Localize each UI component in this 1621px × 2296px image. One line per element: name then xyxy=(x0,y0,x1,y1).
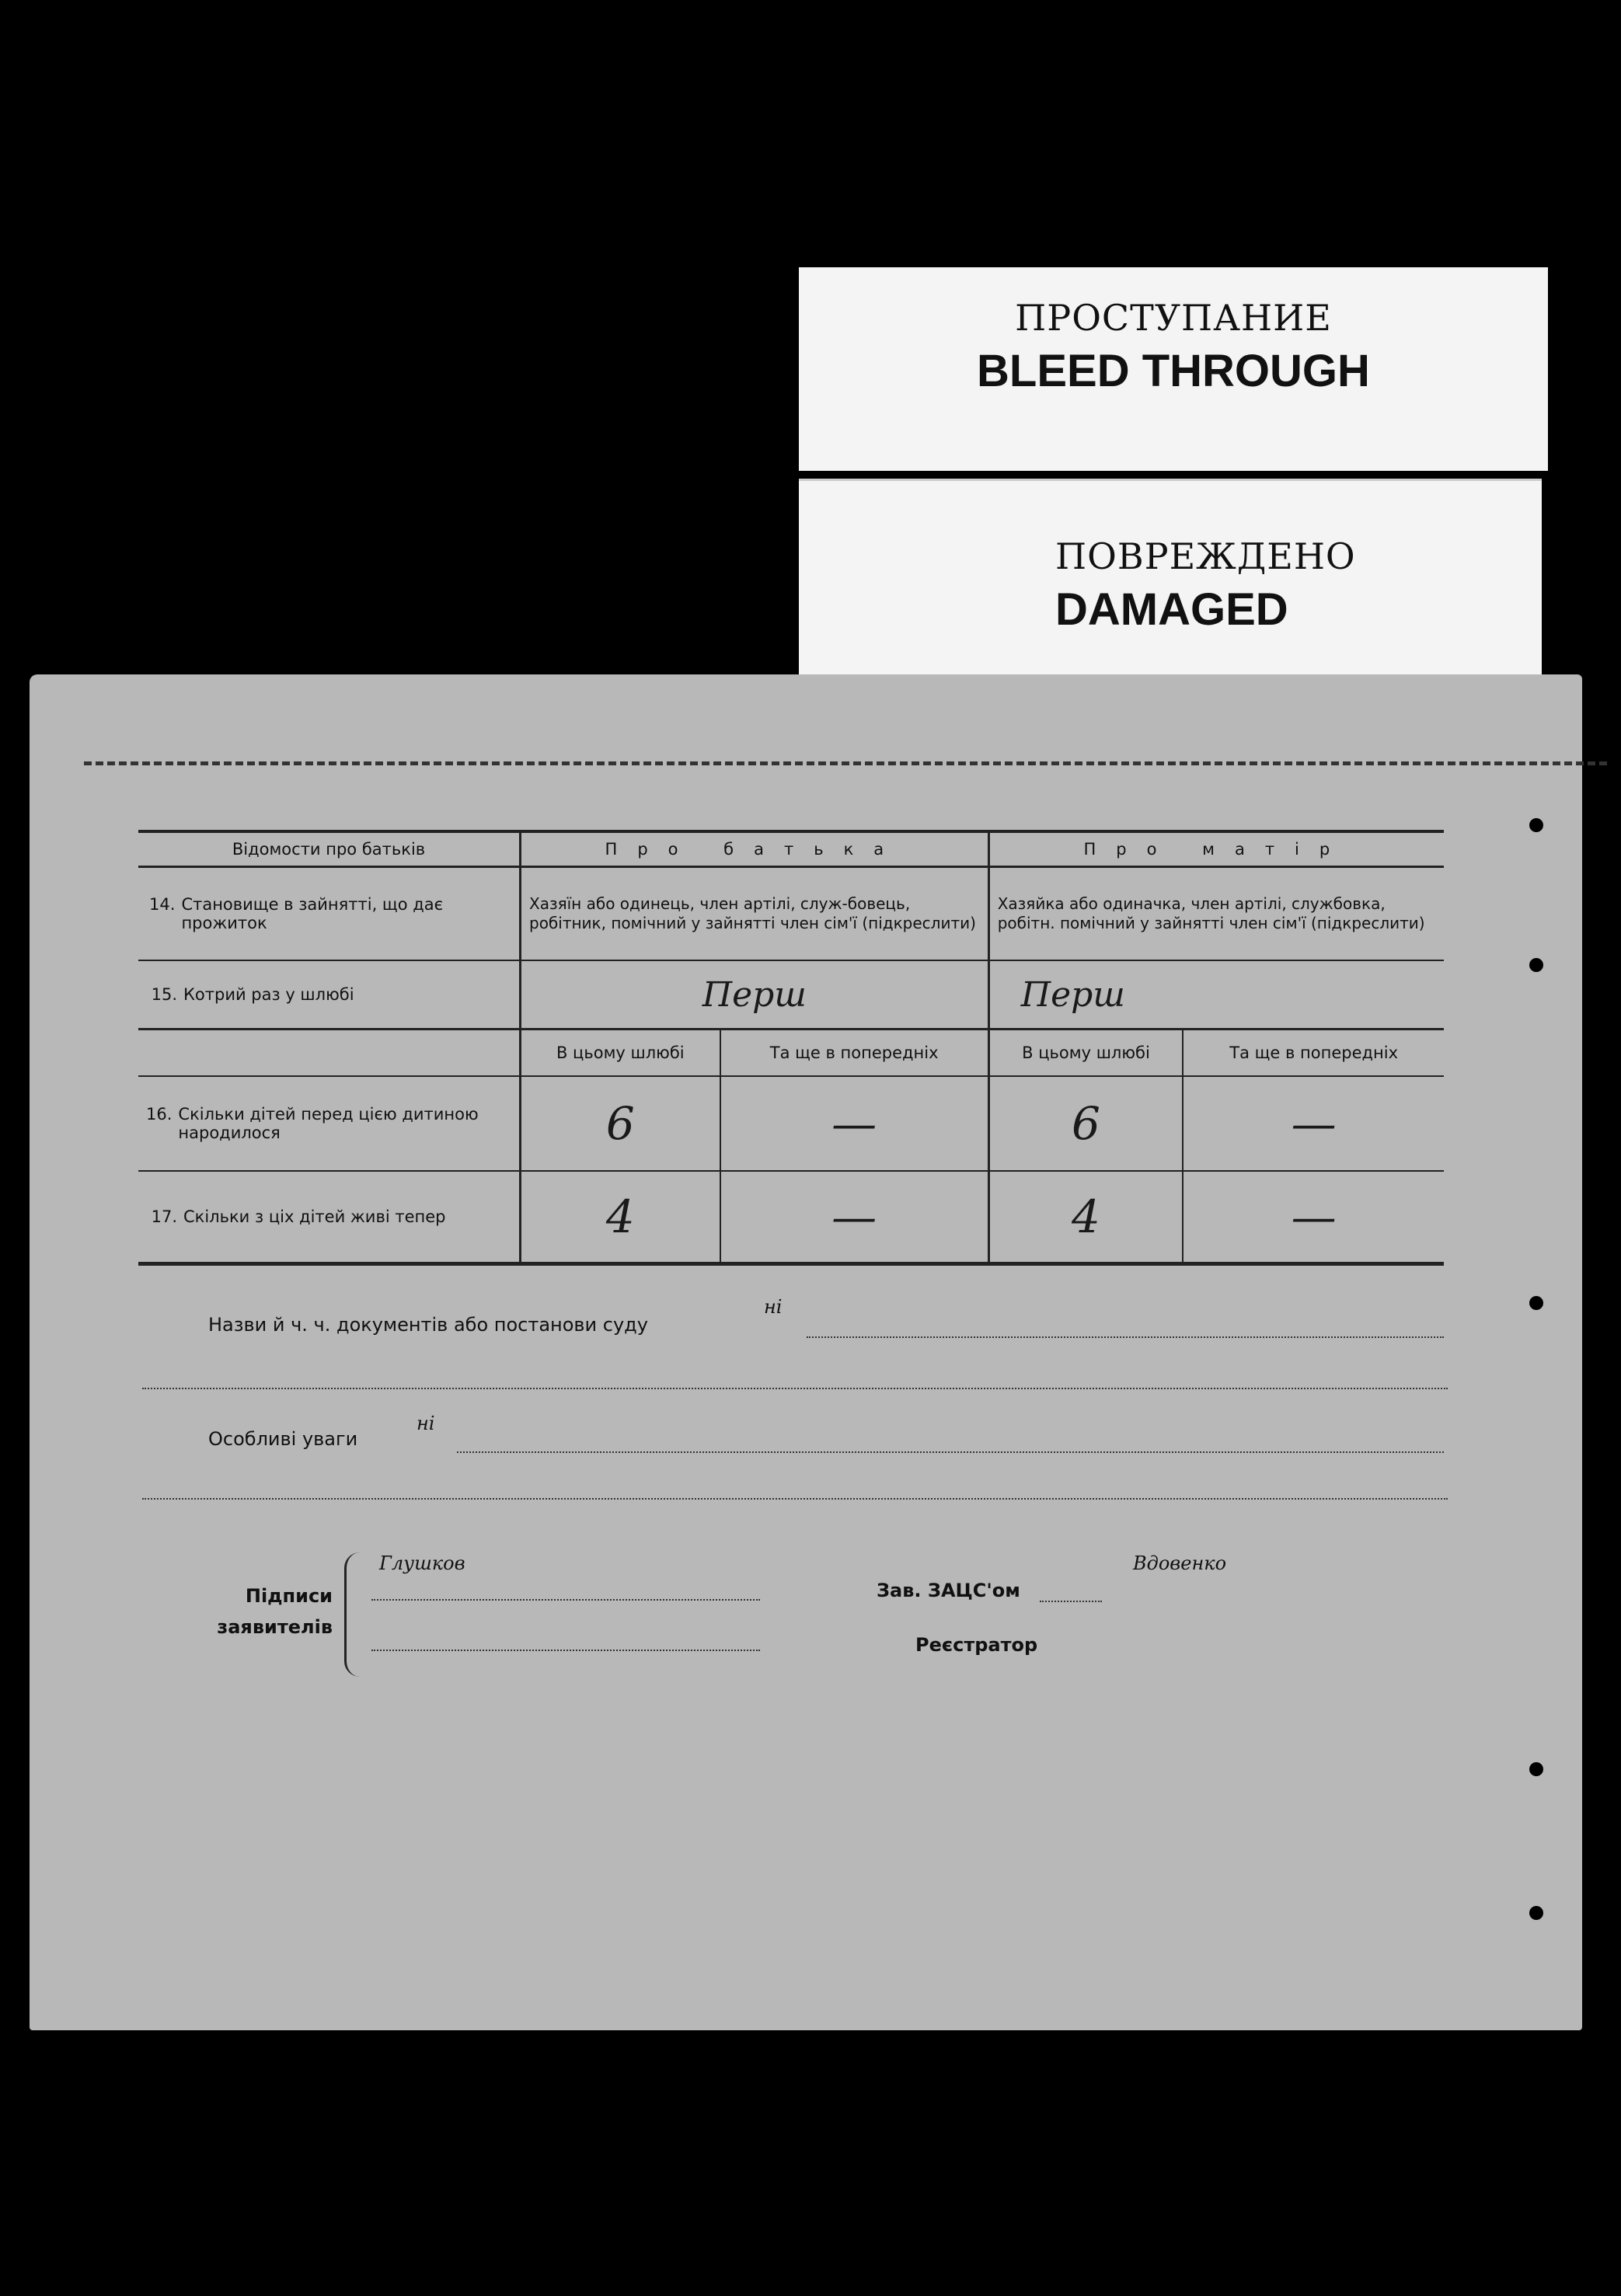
father-this-marriage-header: В цьому шлюбі xyxy=(521,1030,720,1077)
table-row-q16 xyxy=(138,1076,1444,1171)
q14-text: Становище в зайнятті, що дає прожиток xyxy=(181,895,444,932)
table-row-q15 xyxy=(138,960,1444,1030)
document-sheet xyxy=(30,674,1582,2030)
q15-number: 15. xyxy=(151,985,177,1004)
parents-info-table xyxy=(138,830,1444,1266)
signatures-brace xyxy=(344,1552,361,1677)
notes-line-2 xyxy=(142,1498,1448,1500)
notes-value: ні xyxy=(417,1413,435,1434)
q17-number: 17. xyxy=(151,1207,177,1226)
signatures-label-2: заявителів xyxy=(217,1616,333,1638)
mother-previous-header: Та ще в попередніх xyxy=(1183,1030,1444,1077)
q14-number: 14. xyxy=(149,895,176,914)
father-previous-header: Та ще в попередніх xyxy=(720,1030,989,1077)
head-zags-line xyxy=(1040,1601,1102,1602)
q16-number: 16. xyxy=(146,1105,173,1124)
punch-hole xyxy=(1529,1296,1543,1310)
q15-mother-value: Перш xyxy=(988,960,1444,1030)
table-header-row xyxy=(138,831,1444,867)
punch-hole xyxy=(1529,1762,1543,1776)
table-subheader-row xyxy=(138,1030,1444,1077)
q17-mother-this: 4 xyxy=(988,1171,1183,1264)
applicant-signature-line-2 xyxy=(371,1650,760,1651)
documents-line-2 xyxy=(142,1388,1448,1389)
q17-mother-prev: — xyxy=(1183,1171,1444,1264)
mother-this-marriage-header: В цьому шлюбі xyxy=(988,1030,1183,1077)
header-parents-info: Відомости про батьків xyxy=(138,831,521,867)
damaged-label-ua: ПОВРЕЖДЕНО xyxy=(1055,535,1356,577)
damaged-label-card xyxy=(799,479,1542,685)
q16-father-prev: — xyxy=(720,1076,989,1171)
bleed-through-label-en: BLEED THROUGH xyxy=(977,346,1370,396)
q15-father-value: Перш xyxy=(521,960,989,1030)
header-mother: Про матір xyxy=(988,831,1444,867)
punch-hole xyxy=(1529,958,1543,972)
applicant-signature-line-1 xyxy=(371,1599,760,1601)
header-father: Про батька xyxy=(521,831,989,867)
punch-hole xyxy=(1529,818,1543,832)
signatures-label-1: Підписи xyxy=(245,1585,333,1607)
q14-father-options: Хазяїн або одинець, член артілі, служ-бовець, робітник, помічний у зайнятті член сім'ї (підкреслити) xyxy=(521,867,989,961)
documents-label: Назви й ч. ч. документів або постанови суду xyxy=(208,1314,648,1336)
q17-father-prev: — xyxy=(720,1171,989,1264)
q16-text: Скільки дітей перед цією дитиною народилося xyxy=(178,1105,479,1142)
bleed-through-label-ua: ПРОСТУПАНИЕ xyxy=(1015,297,1332,339)
damaged-label-en: DAMAGED xyxy=(1055,584,1288,635)
q16-father-this: 6 xyxy=(521,1076,720,1171)
q15-text: Котрий раз у шлюбі xyxy=(183,985,354,1004)
perforation-line xyxy=(84,761,1607,765)
q16-mother-this: 6 xyxy=(988,1076,1183,1171)
registrar-label: Реєстратор xyxy=(915,1634,1038,1656)
q17-text: Скільки з ціх дітей живі тепер xyxy=(183,1207,446,1226)
q17-father-this: 4 xyxy=(521,1171,720,1264)
bleed-through-label-card xyxy=(799,267,1548,471)
applicant-signature: Глушков xyxy=(379,1552,465,1574)
q16-mother-prev: — xyxy=(1183,1076,1444,1171)
head-zags-label: Зав. ЗАЦС'ом xyxy=(877,1580,1020,1601)
table-row-q14 xyxy=(138,867,1444,961)
documents-line-1 xyxy=(807,1336,1444,1338)
head-zags-signature: Вдовенко xyxy=(1133,1552,1227,1574)
notes-label: Особливі уваги xyxy=(208,1428,358,1450)
q14-mother-options: Хазяйка або одиначка, член артілі, службовка, робітн. помічний у зайнятті член сім'ї (підкреслити) xyxy=(988,867,1444,961)
notes-line-1 xyxy=(457,1451,1444,1453)
punch-hole xyxy=(1529,1906,1543,1920)
documents-value: ні xyxy=(764,1296,783,1318)
table-row-q17 xyxy=(138,1171,1444,1264)
